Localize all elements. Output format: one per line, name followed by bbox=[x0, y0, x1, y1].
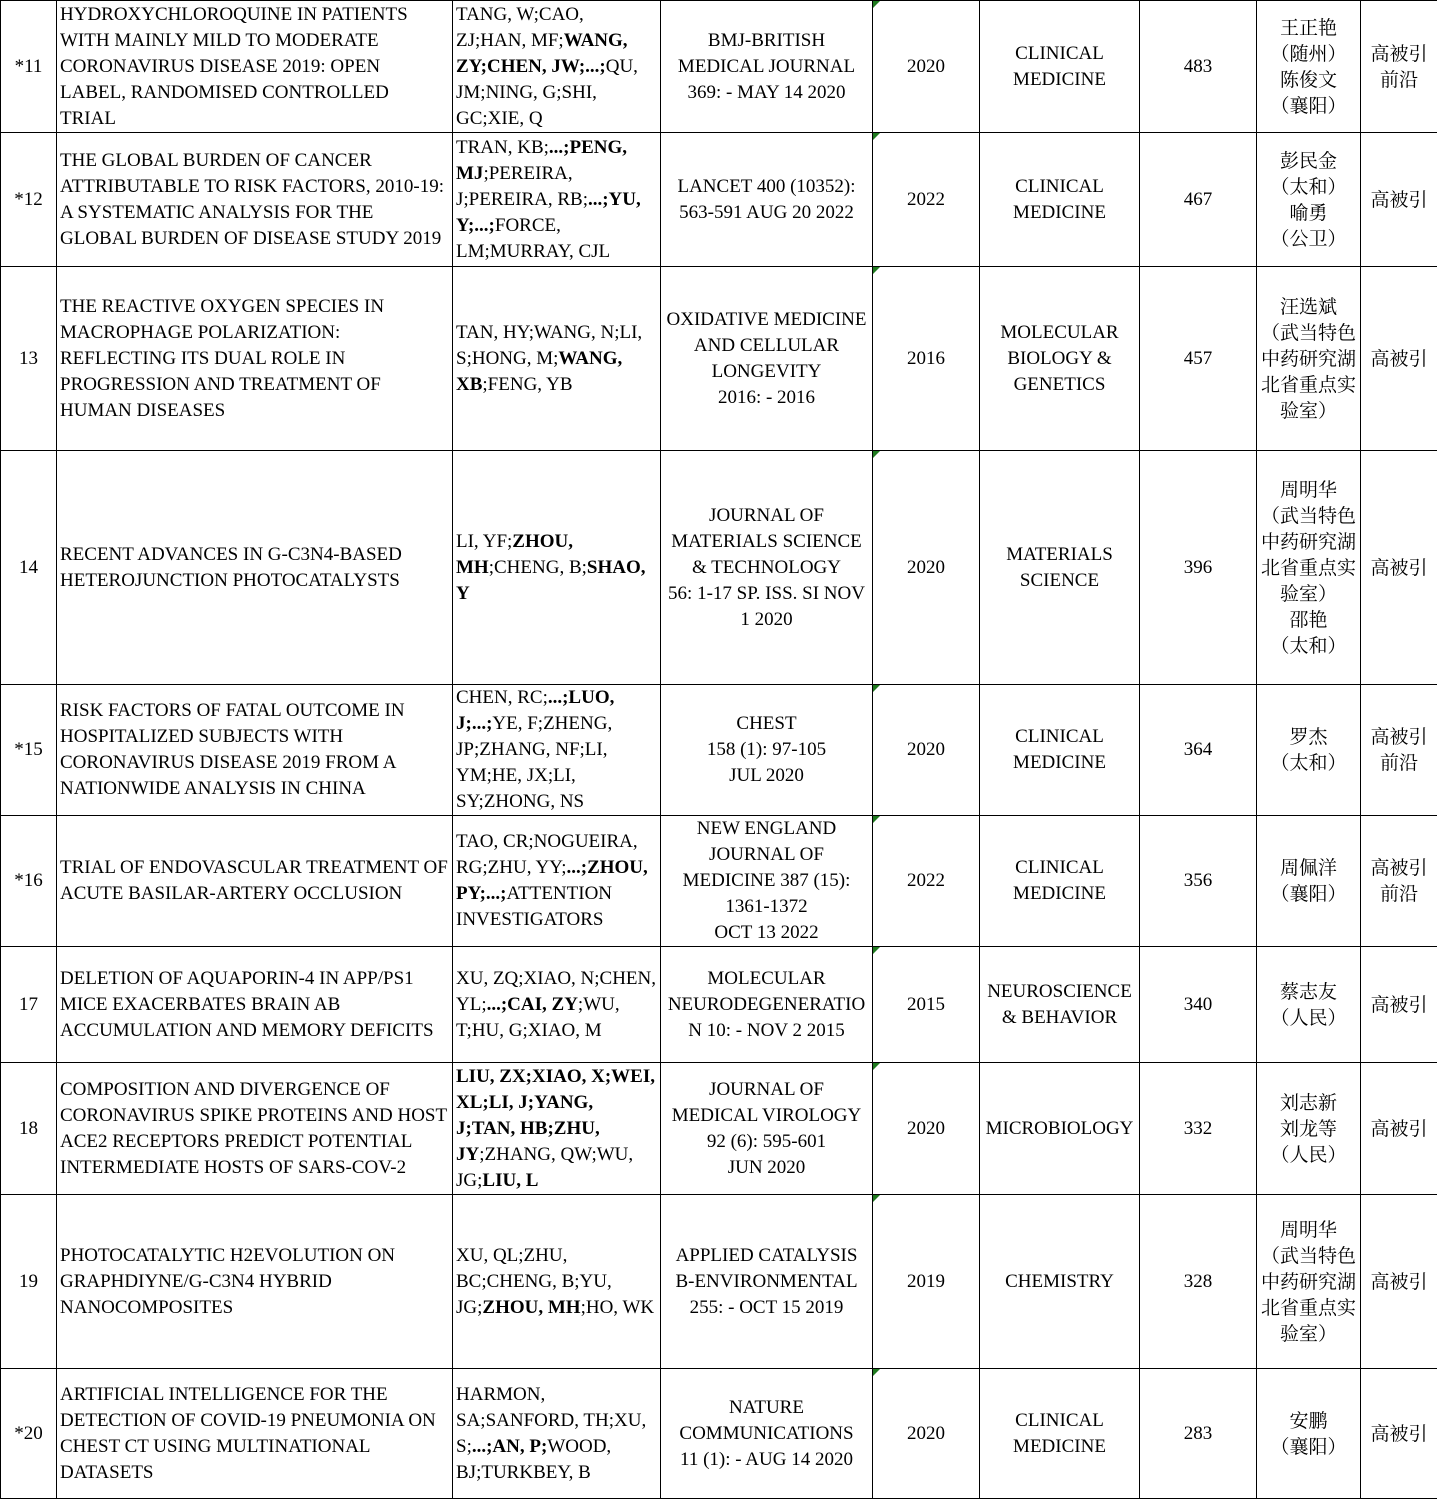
journal-info bbox=[661, 947, 873, 1063]
paper-authors bbox=[453, 947, 661, 1063]
person-line: （太和） bbox=[1260, 750, 1357, 776]
person-line: 蔡志友 bbox=[1260, 979, 1357, 1005]
table-row bbox=[1, 267, 1437, 451]
research-field: CLINICAL MEDICINE bbox=[980, 685, 1140, 816]
author-text: ;HO, WK bbox=[581, 1297, 655, 1318]
author-text: XU, ZQ;XIAO, N;CHEN, YL; bbox=[456, 968, 656, 1015]
tag-line: 高被引 bbox=[1364, 41, 1434, 67]
tag-line: 高被引 bbox=[1364, 555, 1434, 581]
journal-info bbox=[661, 133, 873, 267]
paper-authors bbox=[453, 451, 661, 685]
research-field: CLINICAL MEDICINE bbox=[980, 133, 1140, 267]
row-number: 18 bbox=[1, 1063, 57, 1195]
table-row bbox=[1, 947, 1437, 1063]
journal-line: JUL 2020 bbox=[664, 763, 869, 789]
tag-line: 高被引 bbox=[1364, 992, 1434, 1018]
journal-line: JOURNAL OF MEDICAL VIROLOGY bbox=[664, 1077, 869, 1129]
publication-year: 2019 bbox=[873, 1195, 980, 1369]
affiliated-person bbox=[1257, 267, 1361, 451]
publication-year: 2020 bbox=[873, 685, 980, 816]
person-line: 汪选斌 bbox=[1260, 294, 1357, 320]
journal-info bbox=[661, 1195, 873, 1369]
person-line: 彭民金 bbox=[1260, 148, 1357, 174]
tag-line: 前沿 bbox=[1364, 67, 1434, 93]
journal-line: 369: - MAY 14 2020 bbox=[664, 80, 869, 106]
journal-line: MOLECULAR NEURODEGENERATIO N 10: - NOV 2 2015 bbox=[664, 966, 869, 1044]
paper-title: PHOTOCATALYTIC H2EVOLUTION ON GRAPHDIYNE/G-C3N4 HYBRID NANOCOMPOSITES bbox=[57, 1195, 453, 1369]
author-highlight: ...;ZHOU, PY;...; bbox=[456, 857, 648, 904]
row-number: 17 bbox=[1, 947, 57, 1063]
author-highlight: ZHOU, MH bbox=[456, 531, 573, 578]
row-number: 14 bbox=[1, 451, 57, 685]
citation-count: 328 bbox=[1140, 1195, 1257, 1369]
journal-line: JUN 2020 bbox=[664, 1155, 869, 1181]
author-text: QU, JM;NING, G;SHI, GC;XIE, Q bbox=[456, 56, 638, 129]
publication-year: 2022 bbox=[873, 133, 980, 267]
paper-authors bbox=[453, 685, 661, 816]
table-row bbox=[1, 133, 1437, 267]
research-field: CLINICAL MEDICINE bbox=[980, 816, 1140, 947]
journal-line: 255: - OCT 15 2019 bbox=[664, 1295, 869, 1321]
journal-line: CHEST bbox=[664, 711, 869, 737]
person-line: （武当特色中药研究湖北省重点实验室） bbox=[1260, 503, 1357, 607]
tag-line: 前沿 bbox=[1364, 881, 1434, 907]
author-text: HARMON, SA;SANFORD, TH;XU, S; bbox=[456, 1384, 646, 1457]
person-line: 周明华 bbox=[1260, 477, 1357, 503]
author-text: ;FENG, YB bbox=[482, 374, 572, 395]
paper-title: TRIAL OF ENDOVASCULAR TREATMENT OF ACUTE BASILAR-ARTERY OCCLUSION bbox=[57, 816, 453, 947]
author-highlight: ...;AN, P; bbox=[472, 1436, 547, 1457]
person-line: （襄阳） bbox=[1260, 1434, 1357, 1460]
person-line: （太和） bbox=[1260, 174, 1357, 200]
person-line: 王正艳 bbox=[1260, 15, 1357, 41]
table-body bbox=[1, 1, 1437, 1499]
paper-authors bbox=[453, 1369, 661, 1499]
person-line: （人民） bbox=[1260, 1142, 1357, 1168]
citation-count: 332 bbox=[1140, 1063, 1257, 1195]
paper-authors bbox=[453, 1195, 661, 1369]
person-line: （武当特色中药研究湖北省重点实验室） bbox=[1260, 320, 1357, 424]
row-number: *12 bbox=[1, 133, 57, 267]
paper-title: HYDROXYCHLOROQUINE IN PATIENTS WITH MAINLY MILD TO MODERATE CORONAVIRUS DISEASE 2019: OPEN LABEL, RANDOMISED CONTROLLED TRIAL bbox=[57, 1, 453, 133]
author-text: CHEN, RC; bbox=[456, 687, 548, 708]
publication-year: 2022 bbox=[873, 816, 980, 947]
publication-year: 2020 bbox=[873, 451, 980, 685]
person-line: 刘龙等 bbox=[1260, 1116, 1357, 1142]
author-text: TRAN, KB; bbox=[456, 137, 549, 158]
tag-line: 高被引 bbox=[1364, 187, 1434, 213]
journal-info bbox=[661, 1, 873, 133]
journal-line: OXIDATIVE MEDICINE AND CELLULAR LONGEVITY bbox=[664, 307, 869, 385]
author-highlight: ...;PENG, MJ bbox=[456, 137, 627, 184]
affiliated-person bbox=[1257, 1369, 1361, 1499]
paper-title: RECENT ADVANCES IN G-C3N4-BASED HETEROJUNCTION PHOTOCATALYSTS bbox=[57, 451, 453, 685]
journal-line: NEW ENGLAND JOURNAL OF MEDICINE 387 (15): 1361-1372 bbox=[664, 816, 869, 920]
research-field: MICROBIOLOGY bbox=[980, 1063, 1140, 1195]
table-row bbox=[1, 1, 1437, 133]
row-number: *16 bbox=[1, 816, 57, 947]
author-highlight: WANG, ZY;CHEN, JW;...; bbox=[456, 30, 628, 77]
author-text: LI, YF; bbox=[456, 531, 512, 552]
publication-year: 2015 bbox=[873, 947, 980, 1063]
journal-line: NATURE COMMUNICATIONS bbox=[664, 1395, 869, 1447]
paper-tag bbox=[1361, 685, 1437, 816]
paper-title: DELETION OF AQUAPORIN-4 IN APP/PS1 MICE EXACERBATES BRAIN AB ACCUMULATION AND MEMORY DEFICITS bbox=[57, 947, 453, 1063]
author-text: ;ZHANG, QW;WU, JG; bbox=[456, 1144, 633, 1191]
paper-tag bbox=[1361, 816, 1437, 947]
author-text: ;CHENG, B; bbox=[489, 557, 587, 578]
journal-line: 11 (1): - AUG 14 2020 bbox=[664, 1447, 869, 1473]
paper-title: THE REACTIVE OXYGEN SPECIES IN MACROPHAGE POLARIZATION: REFLECTING ITS DUAL ROLE IN PROGRESSION AND TREATMENT OF HUMAN DISEASES bbox=[57, 267, 453, 451]
row-number: 13 bbox=[1, 267, 57, 451]
journal-info bbox=[661, 685, 873, 816]
journal-info bbox=[661, 816, 873, 947]
paper-title: THE GLOBAL BURDEN OF CANCER ATTRIBUTABLE TO RISK FACTORS, 2010-19: A SYSTEMATIC ANALYSIS FOR THE GLOBAL BURDEN OF DISEASE STUDY 2019 bbox=[57, 133, 453, 267]
author-text: TAN, HY;WANG, N;LI, S;HONG, M; bbox=[456, 322, 642, 369]
journal-line: BMJ-BRITISH MEDICAL JOURNAL bbox=[664, 28, 869, 80]
publication-year: 2020 bbox=[873, 1063, 980, 1195]
research-field: MOLECULAR BIOLOGY & GENETICS bbox=[980, 267, 1140, 451]
author-text: TANG, W;CAO, ZJ;HAN, MF; bbox=[456, 4, 584, 51]
table-row bbox=[1, 451, 1437, 685]
citation-count: 457 bbox=[1140, 267, 1257, 451]
author-text: TAO, CR;NOGUEIRA, RG;ZHU, YY; bbox=[456, 831, 638, 878]
person-line: （太和） bbox=[1260, 633, 1357, 659]
citation-count: 340 bbox=[1140, 947, 1257, 1063]
person-line: 喻勇 bbox=[1260, 200, 1357, 226]
citation-count: 356 bbox=[1140, 816, 1257, 947]
paper-title: ARTIFICIAL INTELLIGENCE FOR THE DETECTION OF COVID-19 PNEUMONIA ON CHEST CT USING MULTINATIONAL DATASETS bbox=[57, 1369, 453, 1499]
journal-line: 56: 1-17 SP. ISS. SI NOV 1 2020 bbox=[664, 581, 869, 633]
paper-tag bbox=[1361, 1063, 1437, 1195]
table-row bbox=[1, 1369, 1437, 1499]
author-text: YE, F;ZHENG, JP;ZHANG, NF;LI, YM;HE, JX;LI, SY;ZHONG, NS bbox=[456, 713, 612, 812]
affiliated-person bbox=[1257, 947, 1361, 1063]
person-line: 邵艳 bbox=[1260, 607, 1357, 633]
tag-line: 高被引 bbox=[1364, 855, 1434, 881]
person-line: 罗杰 bbox=[1260, 724, 1357, 750]
paper-tag bbox=[1361, 267, 1437, 451]
research-field: NEUROSCIENCE & BEHAVIOR bbox=[980, 947, 1140, 1063]
person-line: 周明华 bbox=[1260, 1217, 1357, 1243]
row-number: 19 bbox=[1, 1195, 57, 1369]
author-highlight: WANG, XB bbox=[456, 348, 622, 395]
research-field: CLINICAL MEDICINE bbox=[980, 1369, 1140, 1499]
person-line: （人民） bbox=[1260, 1005, 1357, 1031]
person-line: （公卫） bbox=[1260, 226, 1357, 252]
publication-year: 2020 bbox=[873, 1, 980, 133]
row-number: *11 bbox=[1, 1, 57, 133]
paper-tag bbox=[1361, 1, 1437, 133]
affiliated-person bbox=[1257, 685, 1361, 816]
publication-year: 2020 bbox=[873, 1369, 980, 1499]
paper-authors bbox=[453, 816, 661, 947]
table-row bbox=[1, 1195, 1437, 1369]
journal-line: JOURNAL OF MATERIALS SCIENCE & TECHNOLOGY bbox=[664, 503, 869, 581]
person-line: 刘志新 bbox=[1260, 1090, 1357, 1116]
paper-tag bbox=[1361, 1195, 1437, 1369]
author-text: ;PEREIRA, J;PEREIRA, RB; bbox=[456, 163, 588, 210]
author-highlight: LIU, ZX;XIAO, X;WEI, XL;LI, J;YANG, J;TAN, HB;ZHU, JY bbox=[456, 1066, 655, 1165]
tag-line: 高被引 bbox=[1364, 724, 1434, 750]
citation-count: 396 bbox=[1140, 451, 1257, 685]
person-line: （武当特色中药研究湖北省重点实验室） bbox=[1260, 1243, 1357, 1347]
paper-authors bbox=[453, 1, 661, 133]
author-text: ;WU, T;HU, G;XIAO, M bbox=[456, 994, 620, 1041]
author-highlight: ...;CAI, ZY bbox=[487, 994, 578, 1015]
paper-authors bbox=[453, 133, 661, 267]
paper-title: COMPOSITION AND DIVERGENCE OF CORONAVIRUS SPIKE PROTEINS AND HOST ACE2 RECEPTORS PREDICT POTENTIAL INTERMEDIATE HOSTS OF SARS-COV-2 bbox=[57, 1063, 453, 1195]
author-highlight: LIU, L bbox=[482, 1170, 538, 1191]
affiliated-person bbox=[1257, 1063, 1361, 1195]
journal-info bbox=[661, 1369, 873, 1499]
author-highlight: SHAO, Y bbox=[456, 557, 646, 604]
affiliated-person bbox=[1257, 451, 1361, 685]
journal-line: OCT 13 2022 bbox=[664, 920, 869, 946]
table-row bbox=[1, 816, 1437, 947]
author-text: WOOD, BJ;TURKBEY, B bbox=[456, 1436, 611, 1483]
journal-info bbox=[661, 451, 873, 685]
person-line: 陈俊文 bbox=[1260, 67, 1357, 93]
person-line: 周佩洋 bbox=[1260, 855, 1357, 881]
paper-title: RISK FACTORS OF FATAL OUTCOME IN HOSPITALIZED SUBJECTS WITH CORONAVIRUS DISEASE 2019 FROM A NATIONWIDE ANALYSIS IN CHINA bbox=[57, 685, 453, 816]
person-line: （襄阳） bbox=[1260, 881, 1357, 907]
table-row bbox=[1, 685, 1437, 816]
paper-tag bbox=[1361, 947, 1437, 1063]
citation-count: 364 bbox=[1140, 685, 1257, 816]
person-line: （随州） bbox=[1260, 41, 1357, 67]
citation-count: 467 bbox=[1140, 133, 1257, 267]
tag-line: 高被引 bbox=[1364, 1116, 1434, 1142]
author-text: FORCE, LM;MURRAY, CJL bbox=[456, 215, 610, 262]
tag-line: 高被引 bbox=[1364, 1421, 1434, 1447]
tag-line: 前沿 bbox=[1364, 750, 1434, 776]
publication-year: 2016 bbox=[873, 267, 980, 451]
author-highlight: ...;YU, Y;...; bbox=[456, 189, 641, 236]
citation-count: 283 bbox=[1140, 1369, 1257, 1499]
affiliated-person bbox=[1257, 1195, 1361, 1369]
journal-line: LANCET 400 (10352): 563-591 AUG 20 2022 bbox=[664, 174, 869, 226]
journal-line: 158 (1): 97-105 bbox=[664, 737, 869, 763]
affiliated-person bbox=[1257, 816, 1361, 947]
journal-info bbox=[661, 1063, 873, 1195]
paper-authors bbox=[453, 267, 661, 451]
affiliated-person bbox=[1257, 133, 1361, 267]
tag-line: 高被引 bbox=[1364, 1269, 1434, 1295]
research-field: CHEMISTRY bbox=[980, 1195, 1140, 1369]
affiliated-person bbox=[1257, 1, 1361, 133]
person-line: 安鹏 bbox=[1260, 1408, 1357, 1434]
citation-count: 483 bbox=[1140, 1, 1257, 133]
journal-info bbox=[661, 267, 873, 451]
author-text: ATTENTION INVESTIGATORS bbox=[456, 883, 612, 930]
paper-tag bbox=[1361, 1369, 1437, 1499]
author-highlight: ZHOU, MH bbox=[482, 1297, 580, 1318]
author-highlight: ...;LUO, J;...; bbox=[456, 687, 614, 734]
paper-tag bbox=[1361, 133, 1437, 267]
row-number: *15 bbox=[1, 685, 57, 816]
table-row bbox=[1, 1063, 1437, 1195]
person-line: （襄阳） bbox=[1260, 93, 1357, 119]
journal-line: 92 (6): 595-601 bbox=[664, 1129, 869, 1155]
research-field: CLINICAL MEDICINE bbox=[980, 1, 1140, 133]
row-number: *20 bbox=[1, 1369, 57, 1499]
paper-authors bbox=[453, 1063, 661, 1195]
paper-tag bbox=[1361, 451, 1437, 685]
research-field: MATERIALS SCIENCE bbox=[980, 451, 1140, 685]
journal-line: APPLIED CATALYSIS B-ENVIRONMENTAL bbox=[664, 1243, 869, 1295]
tag-line: 高被引 bbox=[1364, 346, 1434, 372]
author-text: XU, QL;ZHU, BC;CHENG, B;YU, JG; bbox=[456, 1245, 612, 1318]
journal-line: 2016: - 2016 bbox=[664, 385, 869, 411]
